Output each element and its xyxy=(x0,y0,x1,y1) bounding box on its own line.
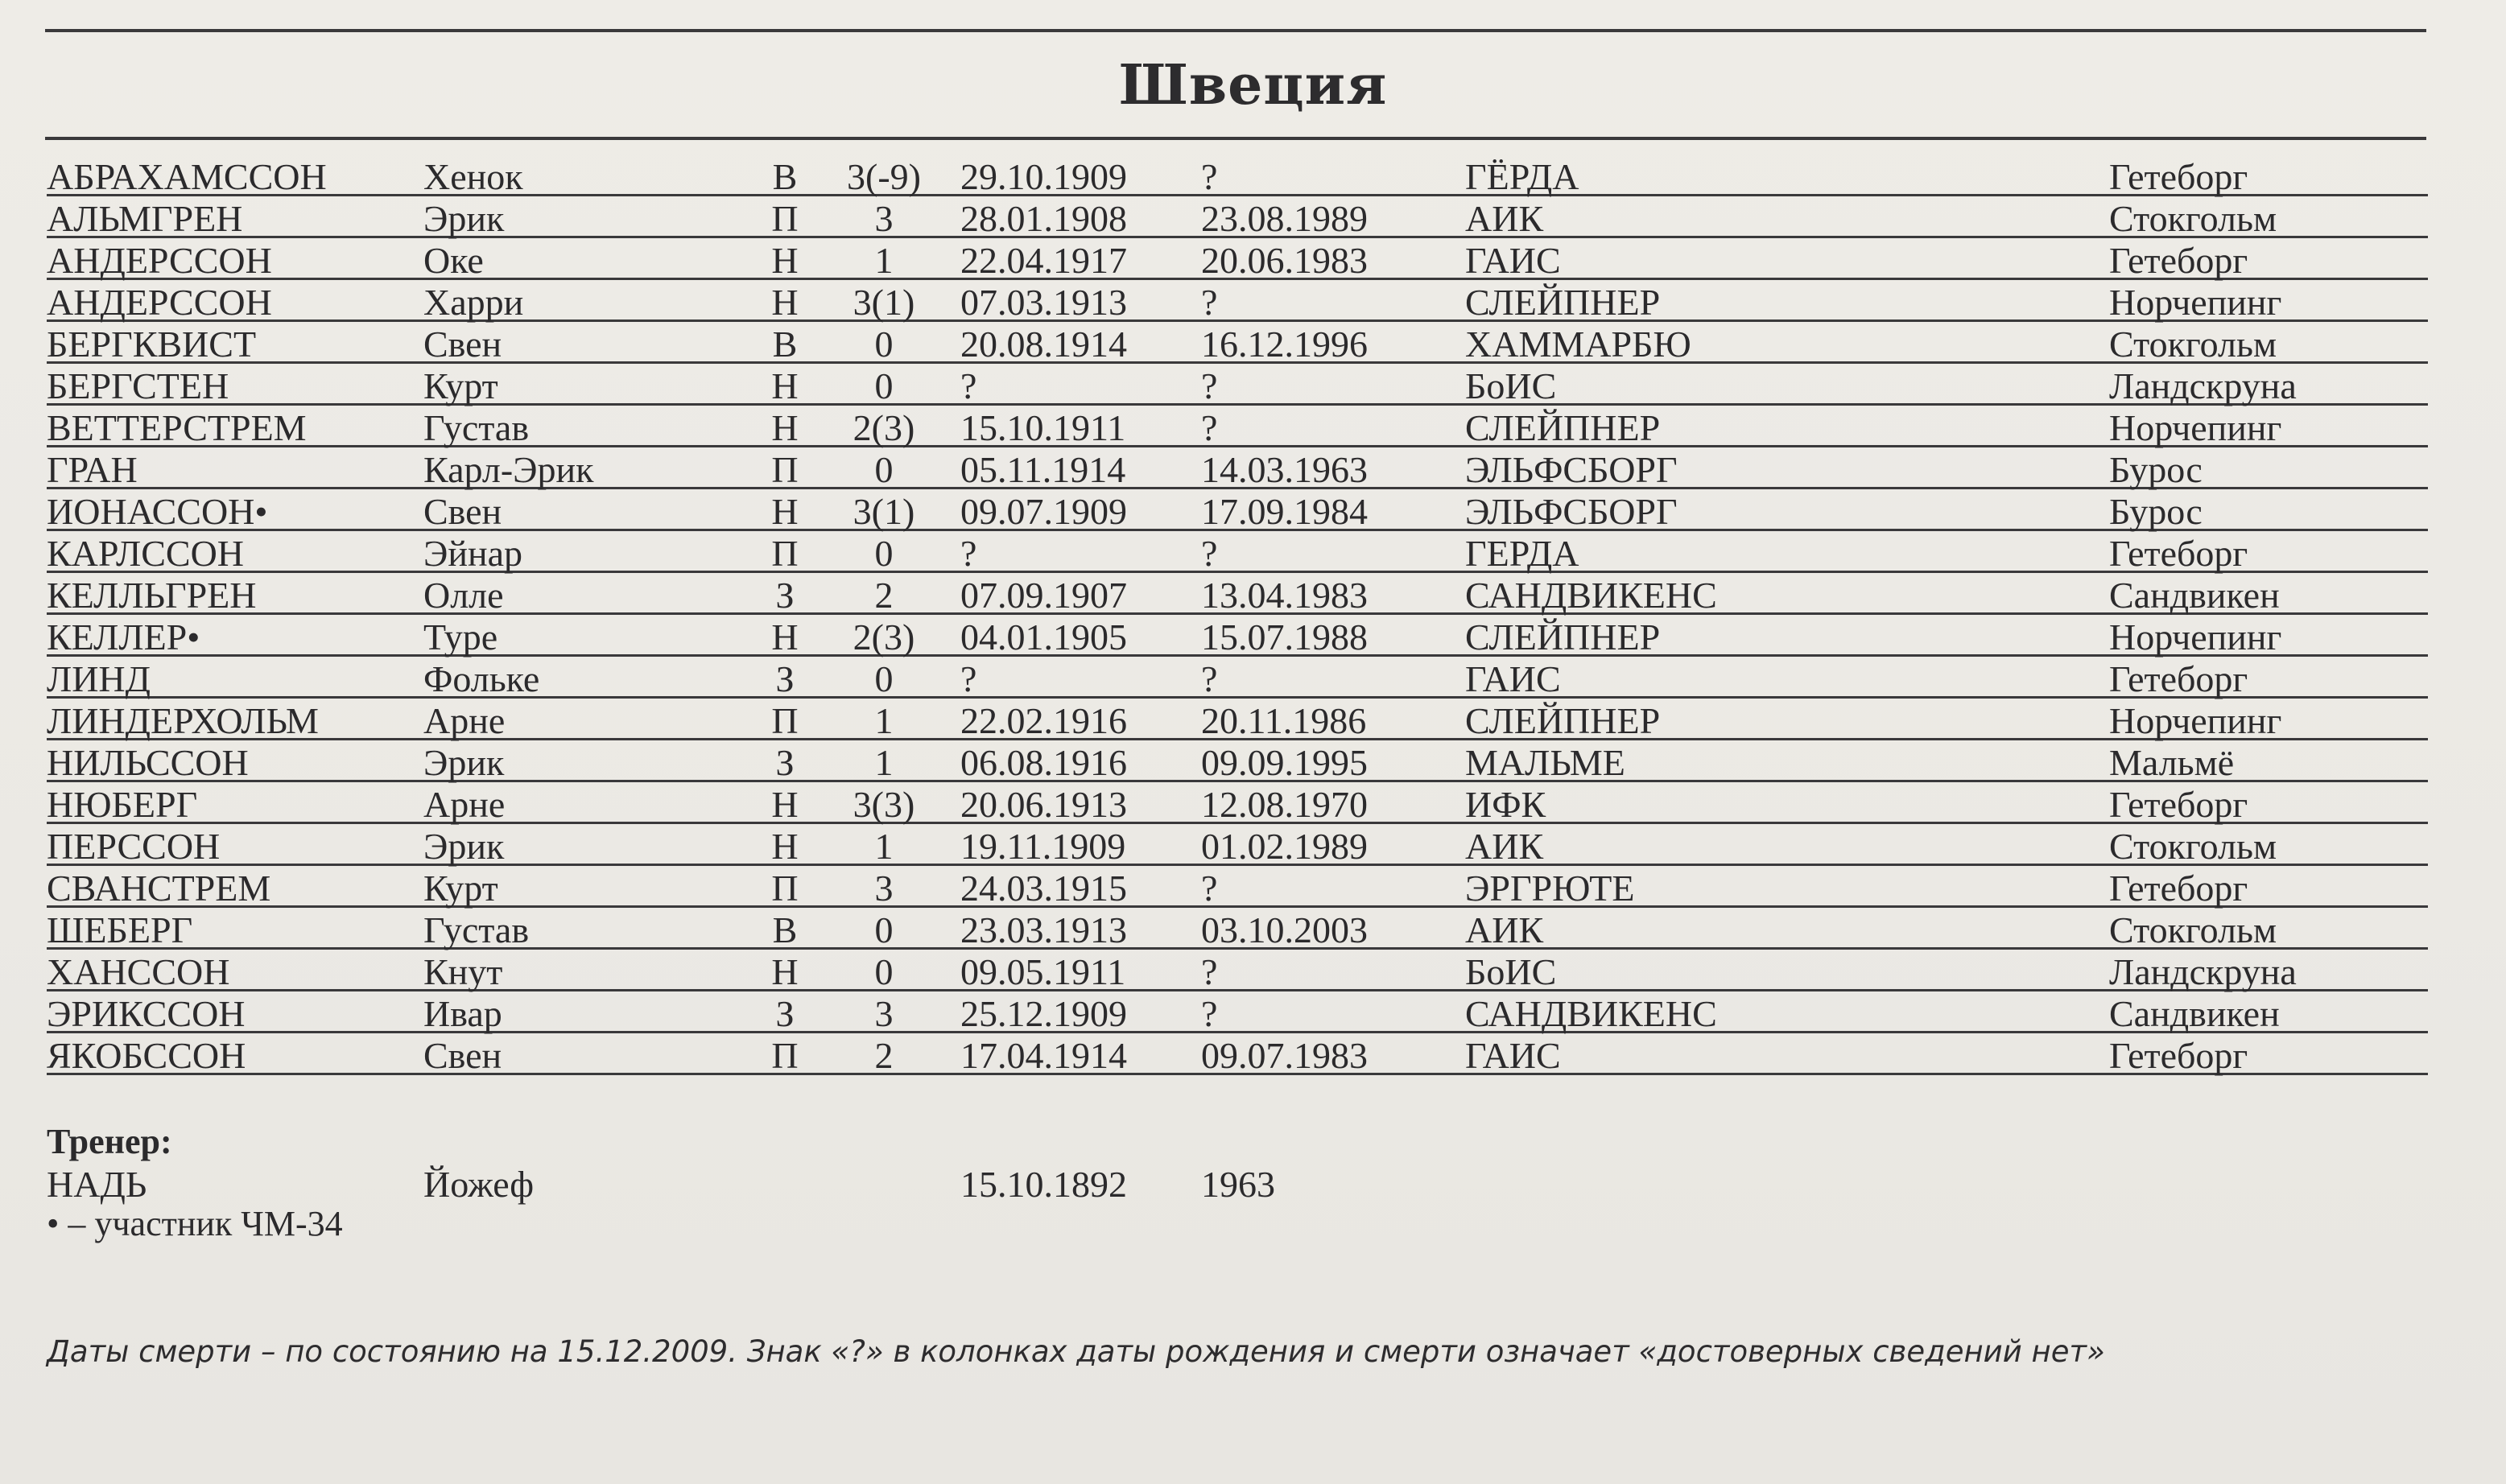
player-name: Карл-Эрик xyxy=(423,449,594,490)
player-games: 1 xyxy=(874,240,894,281)
player-surname: ВЕТТЕРСТРЕМ xyxy=(47,407,307,448)
table-row xyxy=(47,573,2428,615)
player-birth-date: 05.11.1914 xyxy=(960,449,1126,490)
player-position: Н xyxy=(771,282,799,323)
player-city: Бурос xyxy=(2109,449,2203,490)
player-games: 0 xyxy=(874,449,894,490)
player-name: Арне xyxy=(423,784,506,825)
player-games: 3(1) xyxy=(853,491,915,532)
player-surname: БЕРГКВИСТ xyxy=(47,324,257,365)
player-club: ГАИС xyxy=(1465,240,1561,281)
player-birth-date: 29.10.1909 xyxy=(960,156,1127,197)
player-games: 2(3) xyxy=(853,616,915,657)
player-position: В xyxy=(772,324,798,365)
player-name: Олле xyxy=(423,575,504,616)
table-row xyxy=(47,406,2428,447)
player-surname: АБРАХАМССОН xyxy=(47,156,327,197)
player-games: 2 xyxy=(874,575,894,616)
player-birth-date: 17.04.1914 xyxy=(960,1035,1127,1076)
table-row xyxy=(47,950,2428,991)
player-city: Стокгольм xyxy=(2109,324,2277,365)
table-row xyxy=(47,364,2428,406)
player-games: 3(1) xyxy=(853,282,915,323)
player-name: Кнут xyxy=(423,951,503,992)
player-position: П xyxy=(771,198,799,239)
player-death-date: ? xyxy=(1201,868,1218,909)
player-position: Н xyxy=(771,365,799,406)
player-position: З xyxy=(775,575,795,616)
player-death-date: 03.10.2003 xyxy=(1201,909,1368,950)
player-name: Эйнар xyxy=(423,533,523,574)
player-death-date: 20.06.1983 xyxy=(1201,240,1368,281)
player-position: З xyxy=(775,993,795,1034)
player-city: Норчепинг xyxy=(2109,700,2282,741)
player-club: БоИС xyxy=(1465,951,1557,992)
player-death-date: 09.07.1983 xyxy=(1201,1035,1368,1076)
roster-table xyxy=(47,155,2428,1075)
table-row xyxy=(47,657,2428,699)
table-row xyxy=(47,824,2428,866)
player-games: 1 xyxy=(874,742,894,783)
player-birth-date: 15.10.1911 xyxy=(960,407,1126,448)
player-surname: АНДЕРССОН xyxy=(47,240,272,281)
player-name: Фольке xyxy=(423,658,540,699)
player-club: ГЕРДА xyxy=(1465,533,1579,574)
player-position: Н xyxy=(771,491,799,532)
player-death-date: 23.08.1989 xyxy=(1201,198,1368,239)
player-club: БоИС xyxy=(1465,365,1557,406)
player-surname: ЛИНД xyxy=(47,658,151,699)
player-name: Эрик xyxy=(423,198,505,239)
player-club: СЛЕЙПНЕР xyxy=(1465,616,1661,657)
player-birth-date: 20.06.1913 xyxy=(960,784,1127,825)
player-position: П xyxy=(771,1035,799,1076)
player-name: Свен xyxy=(423,324,502,365)
player-games: 0 xyxy=(874,658,894,699)
player-games: 3(3) xyxy=(853,784,915,825)
player-club: ИФК xyxy=(1465,784,1546,825)
note-text: Даты смерти – по состоянию на 15.12.2009. Знак «?» в колонках даты рождения и смерти означает «достоверных сведений нет» xyxy=(47,1334,2105,1369)
player-games: 0 xyxy=(874,951,894,992)
table-row xyxy=(47,1033,2428,1075)
player-surname: ГРАН xyxy=(47,449,138,490)
player-birth-date: 23.03.1913 xyxy=(960,909,1127,950)
table-row xyxy=(47,280,2428,322)
player-death-date: 14.03.1963 xyxy=(1201,449,1368,490)
player-club: ГАИС xyxy=(1465,1035,1561,1076)
player-birth-date: 06.08.1916 xyxy=(960,742,1127,783)
player-surname: НИЛЬССОН xyxy=(47,742,249,783)
player-games: 3 xyxy=(874,868,894,909)
table-row xyxy=(47,740,2428,782)
player-club: ЭЛЬФСБОРГ xyxy=(1465,491,1678,532)
player-birth-date: 22.02.1916 xyxy=(960,700,1127,741)
player-birth-date: 28.01.1908 xyxy=(960,198,1127,239)
player-birth-date: ? xyxy=(960,533,977,574)
player-surname: БЕРГСТЕН xyxy=(47,365,229,406)
player-name: Свен xyxy=(423,1035,502,1076)
player-position: П xyxy=(771,700,799,741)
table-row xyxy=(47,238,2428,280)
table-row xyxy=(47,531,2428,573)
player-city: Гетеборг xyxy=(2109,1035,2248,1076)
player-club: СЛЕЙПНЕР xyxy=(1465,700,1661,741)
player-surname: АНДЕРССОН xyxy=(47,282,272,323)
coach-label: Тренер: xyxy=(47,1122,172,1161)
player-position: З xyxy=(775,742,795,783)
player-games: 1 xyxy=(874,826,894,867)
player-position: Н xyxy=(771,407,799,448)
player-name: Туре xyxy=(423,616,498,657)
player-games: 1 xyxy=(874,700,894,741)
coach-birth-date: 15.10.1892 xyxy=(960,1164,1127,1205)
player-club: АИК xyxy=(1465,826,1544,867)
player-birth-date: 07.09.1907 xyxy=(960,575,1127,616)
player-birth-date: 20.08.1914 xyxy=(960,324,1127,365)
player-name: Густав xyxy=(423,909,530,950)
player-death-date: ? xyxy=(1201,156,1218,197)
coach-row xyxy=(47,1162,2428,1204)
player-surname: ХАНССОН xyxy=(47,951,230,992)
player-position: П xyxy=(771,449,799,490)
player-club: САНДВИКЕНС xyxy=(1465,993,1717,1034)
page-title: Швеция xyxy=(1118,53,1388,117)
player-birth-date: 04.01.1905 xyxy=(960,616,1127,657)
table-row xyxy=(47,991,2428,1033)
player-surname: КЕЛЛЬГРЕН xyxy=(47,575,257,616)
player-club: ЭРГРЮТЕ xyxy=(1465,868,1635,909)
player-club: АИК xyxy=(1465,909,1544,950)
player-city: Стокгольм xyxy=(2109,909,2277,950)
player-birth-date: 24.03.1915 xyxy=(960,868,1127,909)
player-city: Норчепинг xyxy=(2109,282,2282,323)
player-death-date: 20.11.1986 xyxy=(1201,700,1367,741)
player-position: П xyxy=(771,533,799,574)
player-games: 2 xyxy=(874,1035,894,1076)
player-death-date: ? xyxy=(1201,365,1218,406)
player-birth-date: 07.03.1913 xyxy=(960,282,1127,323)
player-death-date: 13.04.1983 xyxy=(1201,575,1368,616)
top-rule xyxy=(45,29,2426,32)
player-position: Н xyxy=(771,784,799,825)
player-position: Н xyxy=(771,826,799,867)
player-games: 0 xyxy=(874,909,894,950)
player-city: Бурос xyxy=(2109,491,2203,532)
player-club: СЛЕЙПНЕР xyxy=(1465,282,1661,323)
player-club: АИК xyxy=(1465,198,1544,239)
player-surname: НЮБЕРГ xyxy=(47,784,198,825)
player-death-date: 17.09.1984 xyxy=(1201,491,1368,532)
player-name: Арне xyxy=(423,700,506,741)
coach-surname: НАДЬ xyxy=(47,1164,147,1205)
player-games: 3 xyxy=(874,993,894,1034)
player-surname: ПЕРССОН xyxy=(47,826,221,867)
player-club: ГЁРДА xyxy=(1465,156,1579,197)
table-row xyxy=(47,908,2428,950)
player-surname: ЯКОБССОН xyxy=(47,1035,246,1076)
player-games: 0 xyxy=(874,324,894,365)
table-row xyxy=(47,447,2428,489)
player-name: Хенок xyxy=(423,156,523,197)
player-club: СЛЕЙПНЕР xyxy=(1465,407,1661,448)
player-city: Сандвикен xyxy=(2109,993,2280,1034)
player-position: В xyxy=(772,156,798,197)
player-birth-date: ? xyxy=(960,365,977,406)
player-club: ЭЛЬФСБОРГ xyxy=(1465,449,1678,490)
player-surname: ШЕБЕРГ xyxy=(47,909,193,950)
player-games: 3(-9) xyxy=(847,156,921,197)
player-city: Сандвикен xyxy=(2109,575,2280,616)
player-city: Гетеборг xyxy=(2109,868,2248,909)
table-row xyxy=(47,699,2428,740)
player-surname: ЭРИКССОН xyxy=(47,993,246,1034)
player-position: З xyxy=(775,658,795,699)
player-city: Гетеборг xyxy=(2109,658,2248,699)
player-club: ХАММАРБЮ xyxy=(1465,324,1691,365)
player-death-date: ? xyxy=(1201,993,1218,1034)
player-death-date: ? xyxy=(1201,533,1218,574)
player-death-date: 12.08.1970 xyxy=(1201,784,1368,825)
player-games: 3 xyxy=(874,198,894,239)
table-row xyxy=(47,322,2428,364)
table-row xyxy=(47,196,2428,238)
player-name: Ивар xyxy=(423,993,502,1034)
player-name: Эрик xyxy=(423,826,505,867)
player-name: Курт xyxy=(423,868,498,909)
player-death-date: ? xyxy=(1201,407,1218,448)
player-city: Стокгольм xyxy=(2109,198,2277,239)
player-city: Гетеборг xyxy=(2109,156,2248,197)
player-city: Норчепинг xyxy=(2109,407,2282,448)
table-row xyxy=(47,866,2428,908)
coach-death-date: 1963 xyxy=(1201,1164,1275,1205)
player-city: Гетеборг xyxy=(2109,240,2248,281)
player-position: Н xyxy=(771,616,799,657)
player-birth-date: 25.12.1909 xyxy=(960,993,1127,1034)
player-death-date: 16.12.1996 xyxy=(1201,324,1368,365)
player-surname: КЕЛЛЕР• xyxy=(47,616,200,657)
player-city: Стокгольм xyxy=(2109,826,2277,867)
player-name: Свен xyxy=(423,491,502,532)
player-position: Н xyxy=(771,951,799,992)
player-name: Густав xyxy=(423,407,530,448)
player-city: Норчепинг xyxy=(2109,616,2282,657)
table-row xyxy=(47,489,2428,531)
player-death-date: 15.07.1988 xyxy=(1201,616,1368,657)
player-city: Ландскруна xyxy=(2109,951,2297,992)
player-name: Оке xyxy=(423,240,484,281)
player-name: Харри xyxy=(423,282,524,323)
table-row xyxy=(47,155,2428,196)
player-birth-date: 09.07.1909 xyxy=(960,491,1127,532)
player-city: Мальмё xyxy=(2109,742,2235,783)
table-row xyxy=(47,615,2428,657)
player-death-date: ? xyxy=(1201,658,1218,699)
player-death-date: ? xyxy=(1201,282,1218,323)
player-name: Эрик xyxy=(423,742,505,783)
player-surname: ИОНАССОН• xyxy=(47,491,268,532)
player-club: САНДВИКЕНС xyxy=(1465,575,1717,616)
player-death-date: 09.09.1995 xyxy=(1201,742,1368,783)
player-city: Гетеборг xyxy=(2109,533,2248,574)
player-games: 2(3) xyxy=(853,407,915,448)
player-birth-date: 09.05.1911 xyxy=(960,951,1126,992)
player-birth-date: 22.04.1917 xyxy=(960,240,1127,281)
coach-name: Йожеф xyxy=(423,1164,535,1205)
player-games: 0 xyxy=(874,365,894,406)
table-row xyxy=(47,782,2428,824)
player-city: Ландскруна xyxy=(2109,365,2297,406)
player-name: Курт xyxy=(423,365,498,406)
player-surname: КАРЛССОН xyxy=(47,533,245,574)
player-club: ГАИС xyxy=(1465,658,1561,699)
player-birth-date: ? xyxy=(960,658,977,699)
player-position: В xyxy=(772,909,798,950)
player-birth-date: 19.11.1909 xyxy=(960,826,1126,867)
player-games: 0 xyxy=(874,533,894,574)
title-rule xyxy=(45,137,2426,140)
player-position: П xyxy=(771,868,799,909)
player-surname: СВАНСТРЕМ xyxy=(47,868,271,909)
player-surname: АЛЬМГРЕН xyxy=(47,198,243,239)
player-position: Н xyxy=(771,240,799,281)
player-club: МАЛЬМЕ xyxy=(1465,742,1625,783)
player-surname: ЛИНДЕРХОЛЬМ xyxy=(47,700,319,741)
player-city: Гетеборг xyxy=(2109,784,2248,825)
player-death-date: 01.02.1989 xyxy=(1201,826,1368,867)
footnote: • – участник ЧМ-34 xyxy=(47,1204,343,1243)
player-death-date: ? xyxy=(1201,951,1218,992)
